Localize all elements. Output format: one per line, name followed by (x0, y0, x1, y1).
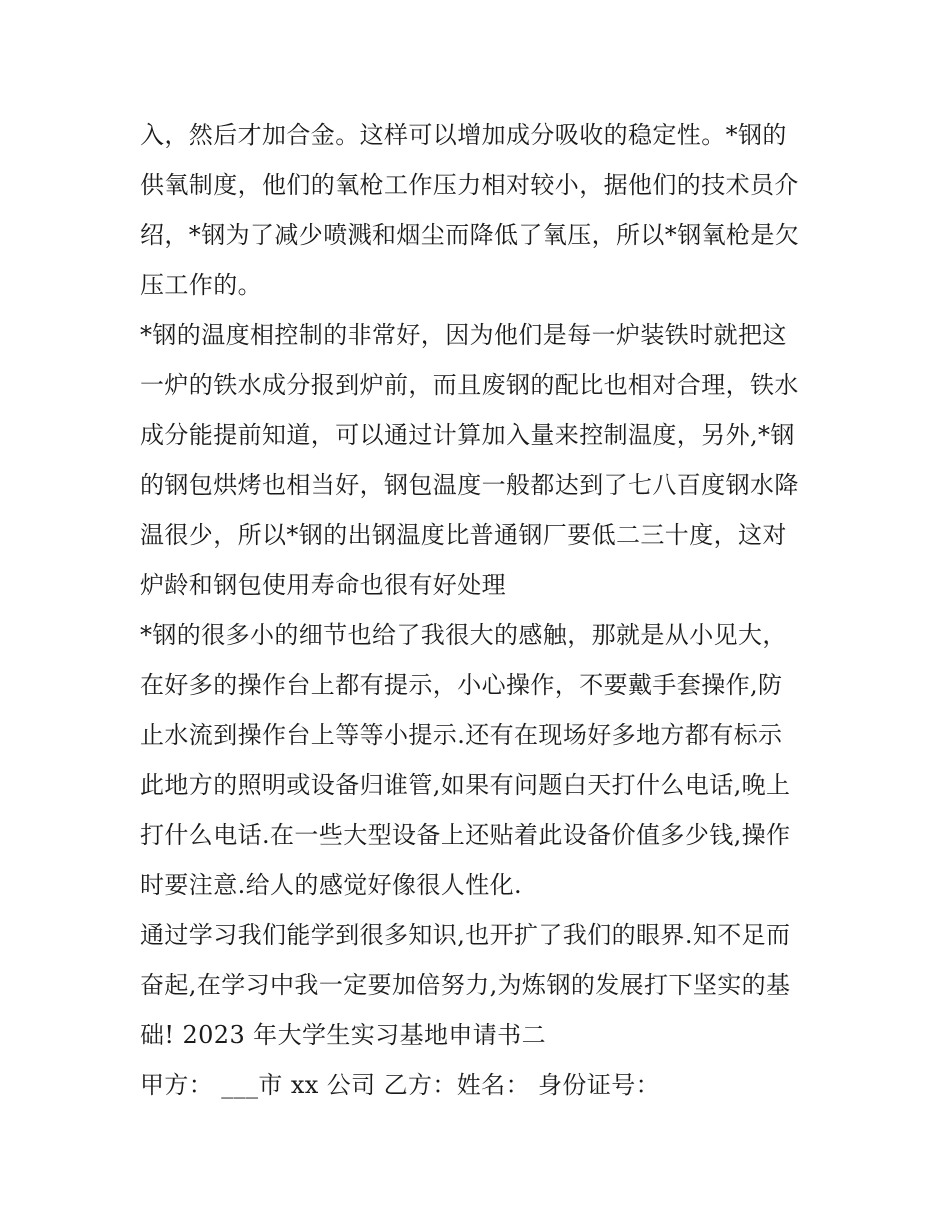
text-line: 绍，*钢为了减少喷溅和烟尘而降低了氧压，所以*钢氧枪是欠 (140, 221, 800, 249)
text-line: 通过学习我们能学到很多知识,也开扩了我们的眼界.知不足而 (140, 921, 791, 949)
text-line: 止水流到操作台上等等小提示.还有在现场好多地方都有标示 (140, 721, 783, 749)
text-line: 的钢包烘烤也相当好，钢包温度一般都达到了七八百度钢水降 (140, 471, 799, 499)
text-line: *钢的温度相控制的非常好，因为他们是每一炉装铁时就把这 (140, 321, 787, 349)
text-line: 打什么电话.在一些大型设备上还贴着此设备价值多少钱,操作 (140, 821, 791, 849)
text-line: 成分能提前知道，可以通过计算加入量来控制温度，另外,*钢 (140, 421, 795, 449)
text-line: 时要注意.给人的感觉好像很人性化. (140, 871, 523, 899)
text-line: 甲方： ___市 xx 公司 乙方：姓名： 身份证号： (140, 1071, 661, 1099)
text-line: *钢的很多小的细节也给了我很大的感触，那就是从小见大， (140, 621, 787, 649)
text-line: 奋起,在学习中我一定要加倍努力,为炼钢的发展打下坚实的基 (140, 971, 791, 999)
text-line: 入，然后才加合金。这样可以增加成分吸收的稳定性。*钢的 (140, 121, 787, 149)
text-line: 础! 2023 年大学生实习基地申请书二 (140, 1021, 546, 1049)
document-body (140, 110, 820, 1110)
text-line: 此地方的照明或设备归谁管,如果有问题白天打什么电话,晚上 (140, 771, 791, 799)
text-line: 在好多的操作台上都有提示，小心操作，不要戴手套操作,防 (140, 671, 783, 699)
text-line: 一炉的铁水成分报到炉前，而且废钢的配比也相对合理，铁水 (140, 371, 799, 399)
text-line: 炉龄和钢包使用寿命也很有好处理 (140, 571, 506, 599)
text-line: 压工作的。 (140, 271, 262, 299)
text-line: 温很少，所以*钢的出钢温度比普通钢厂要低二三十度，这对 (140, 521, 787, 549)
text-line: 供氧制度，他们的氧枪工作压力相对较小，据他们的技术员介 (140, 171, 799, 199)
